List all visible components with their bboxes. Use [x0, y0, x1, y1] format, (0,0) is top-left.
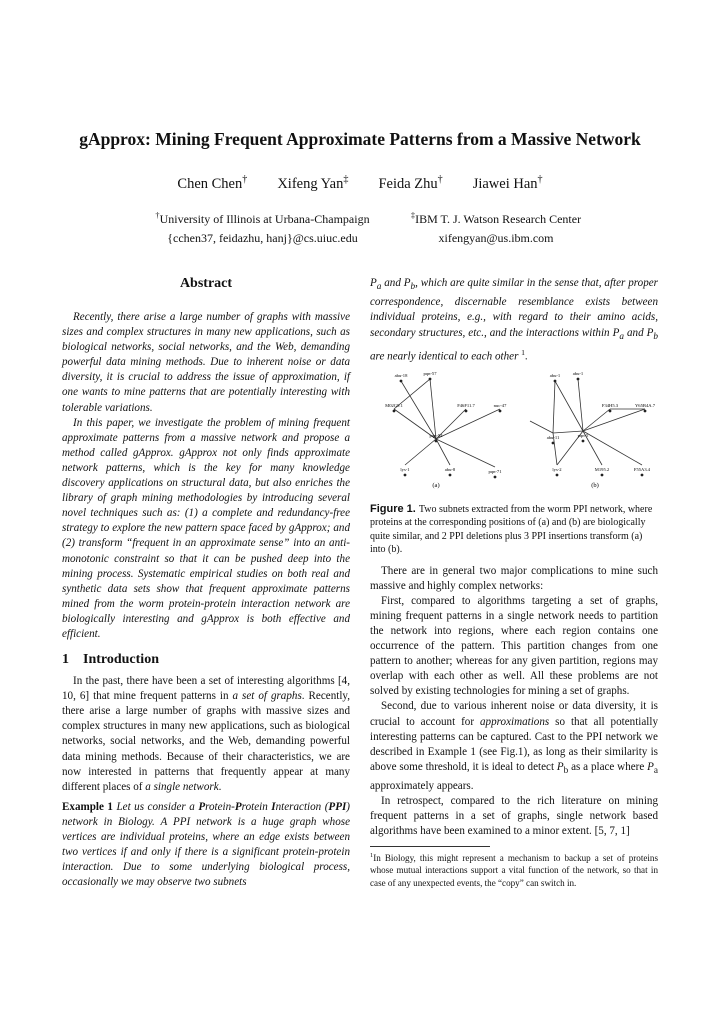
- abstract-body: [62, 310, 350, 642]
- affiliation-uiuc: †University of Illinois at Urbana-Champaign {cchen37, feidazhu, hanj}@cs.uiuc.edu: [140, 209, 385, 247]
- body-paragraph: Second, due to various inherent noise or data diversity, it is crucial to account for approximations so that all potentially interesting patterns can be captured. Cast to the PPI network we described in Example 1 (see Fig.1), as long as their similarity is above some threshold, it is ideal to detect $P_b$ as a place where $P_a$ approximately appears.: [370, 700, 659, 793]
- graph-node-label: abu-11: [546, 434, 560, 440]
- graph-node-label: Y65B4A.7: [634, 402, 656, 408]
- graph-node: [634, 467, 651, 476]
- author: Jiawei Han†: [472, 174, 543, 192]
- affiliation-ibm: ‡IBM T. J. Watson Research Center xifengyan@us.ibm.com: [398, 209, 594, 247]
- ppi-subnets-diagram: [370, 369, 658, 497]
- graph-node: [488, 469, 502, 478]
- graph-node: [400, 467, 410, 476]
- author-list: [0, 174, 720, 193]
- author: Chen Chen†: [177, 174, 248, 192]
- author: Feida Zhu†: [378, 174, 443, 192]
- graph-node-label: pqn-5: [577, 432, 589, 438]
- body-paragraph: In retrospect, compared to the rich literature on mining frequent patterns in a set of graphs, single network based algorithms have been examined to a minor extent. [5, 7, 1]: [370, 795, 658, 838]
- figure-caption: Figure 1. Two subnets extracted from the worm PPI network, where proteins at the corresponding positions of (a) and (b) are biologically quite similar, and 2 PPI deletions plus 3 PPI insertions transform (a) into (b).: [370, 502, 653, 556]
- graph-node: [552, 467, 562, 476]
- graph-node-label: F46F11.7: [457, 402, 475, 408]
- graph-node: [445, 467, 456, 476]
- graph-node: [395, 373, 408, 382]
- abstract-heading: Abstract: [179, 276, 233, 291]
- abstract-paragraph: Recently, there arise a large number of graphs with massive sizes and complex structures in many new applications, such as biological networks, social networks, and the Web, demanding powerful data mining methods. Due to inherent noise or data diversity, it is crucial to address the issue of approximation, if one wants to mine patterns that are potentially interesting with tolerable variations.: [62, 311, 350, 414]
- graph-node: [602, 403, 619, 412]
- graph-node-label: nuc-47: [493, 402, 507, 408]
- graph-node-label: lys-1: [400, 466, 410, 472]
- graph-node: [423, 371, 437, 380]
- graph-node: [578, 433, 589, 442]
- graph-node-label: pqn-54: [429, 432, 443, 438]
- graph-node: [550, 373, 561, 382]
- body-paragraph: There are in general two major complications to mine such massive and highly complex networks:: [370, 564, 658, 592]
- paper-title: gApprox: Mining Frequent Approximate Patterns from a Massive Network: [79, 129, 641, 149]
- graph-node-label: pqn-71: [488, 468, 502, 474]
- figure-1-graphs: [370, 369, 658, 497]
- graph-node-label: F55A3.4: [633, 466, 651, 472]
- author: Xifeng Yan‡: [277, 174, 349, 192]
- graph-node-label: abu-1: [549, 372, 561, 378]
- paragraph-continued: $P_a$ and $P_b$, which are quite similar in the sense that, after proper correspondence, discernable resemblance exists between individual proteins, e.g., with regard to their amino acids, secondary structures, etc., and the interactions within $P_a$ and $P_b$ are nearly identical to each other $^1$.: [370, 277, 659, 363]
- graph-node: [595, 467, 610, 476]
- graph-node-label: abu-1: [572, 370, 584, 376]
- footnote: $^1$In Biology, this might represent a mechanism to backup a set of proteins whose mutual interactions support a vital function of the network, so that in case of any unexpected events, the “copy” can switch in.: [370, 851, 658, 888]
- section-heading-introduction: 1 Introduction: [62, 652, 159, 668]
- graph-node: [573, 371, 584, 380]
- footnote-rule: [370, 846, 490, 847]
- right-column: [370, 276, 658, 889]
- graph-node-label: abu-8: [444, 466, 456, 472]
- graph-node-label: lys-2: [552, 466, 562, 472]
- email: xifengyan@us.ibm.com: [438, 230, 554, 245]
- left-column: [62, 276, 350, 890]
- graph-node: [635, 403, 656, 412]
- intro-paragraph: In the past, there have been a set of interesting algorithms [4, 10, 6] that mine frequent patterns in a set of graphs. Recently, there arise a large number of graphs with massive sizes and complex structures in many new applications, such as biological networks, social networks, and the Web, demanding powerful data mining methods. Because of their characteristics, we are now interested in patterns that frequently appear at many different places of a single network.: [62, 675, 351, 793]
- email: {cchen37, feidazhu, hanj}@cs.uiuc.edu: [167, 230, 358, 245]
- graph-node-label: F34H5.3: [601, 402, 619, 408]
- graph-node: [385, 403, 403, 412]
- body-paragraph: First, compared to algorithms targeting a set of graphs, mining frequent patterns in a single network needs to partition the network into regions, where each region contains one occurrence of the pattern. This partition changes from one pattern to another; whereas for any given partition, regions may overlap with each other as well. All these problems are not solved by existing technologies for mining a set of graphs.: [370, 594, 658, 698]
- graph-node: [547, 435, 560, 444]
- graph-node: [429, 433, 443, 442]
- graph-node-label: pqn-57: [423, 370, 437, 376]
- example-1: Example 1 Let us consider a Protein-Protein Interaction (PPI) network in Biology. A PPI network is a huge graph whose vertices are individual proteins, where an edge exists between two vertices if and only if there is a significant protein-protein interaction. Due to some underlying biological process, occasionally we may observe two subnets: [62, 800, 350, 889]
- subfigure-label-a: (a): [432, 481, 440, 489]
- abstract-paragraph: In this paper, we investigate the problem of mining frequent approximate patterns from a massive network and propose a method called gApprox. gApprox not only finds approximate network patterns, which is the key for many knowledge discovery applications on structural data, but also enriches the library of graph mining methodologies by introducing several novel techniques such as: (1) a complete and redundancy-free strategy to explore the new pattern space faced by gApprox; and (2) transform “frequent in an approximate sense” into an anti-monotonic constraint so that it can be pushed deep into the mining process. Systematic empirical studies on both real and synthetic data sets show that frequent approximate patterns mined from the worm protein-protein interaction network are biologically interesting and gApprox is both effective and efficient.: [62, 416, 350, 640]
- graph-node: [457, 403, 475, 412]
- graph-node-label: abu-18: [394, 372, 408, 378]
- graph-node-label: M195.2: [594, 466, 610, 472]
- introduction-body: [62, 674, 350, 795]
- subfigure-label-b: (b): [591, 481, 599, 489]
- graph-node-label: M02G9.1: [385, 402, 403, 408]
